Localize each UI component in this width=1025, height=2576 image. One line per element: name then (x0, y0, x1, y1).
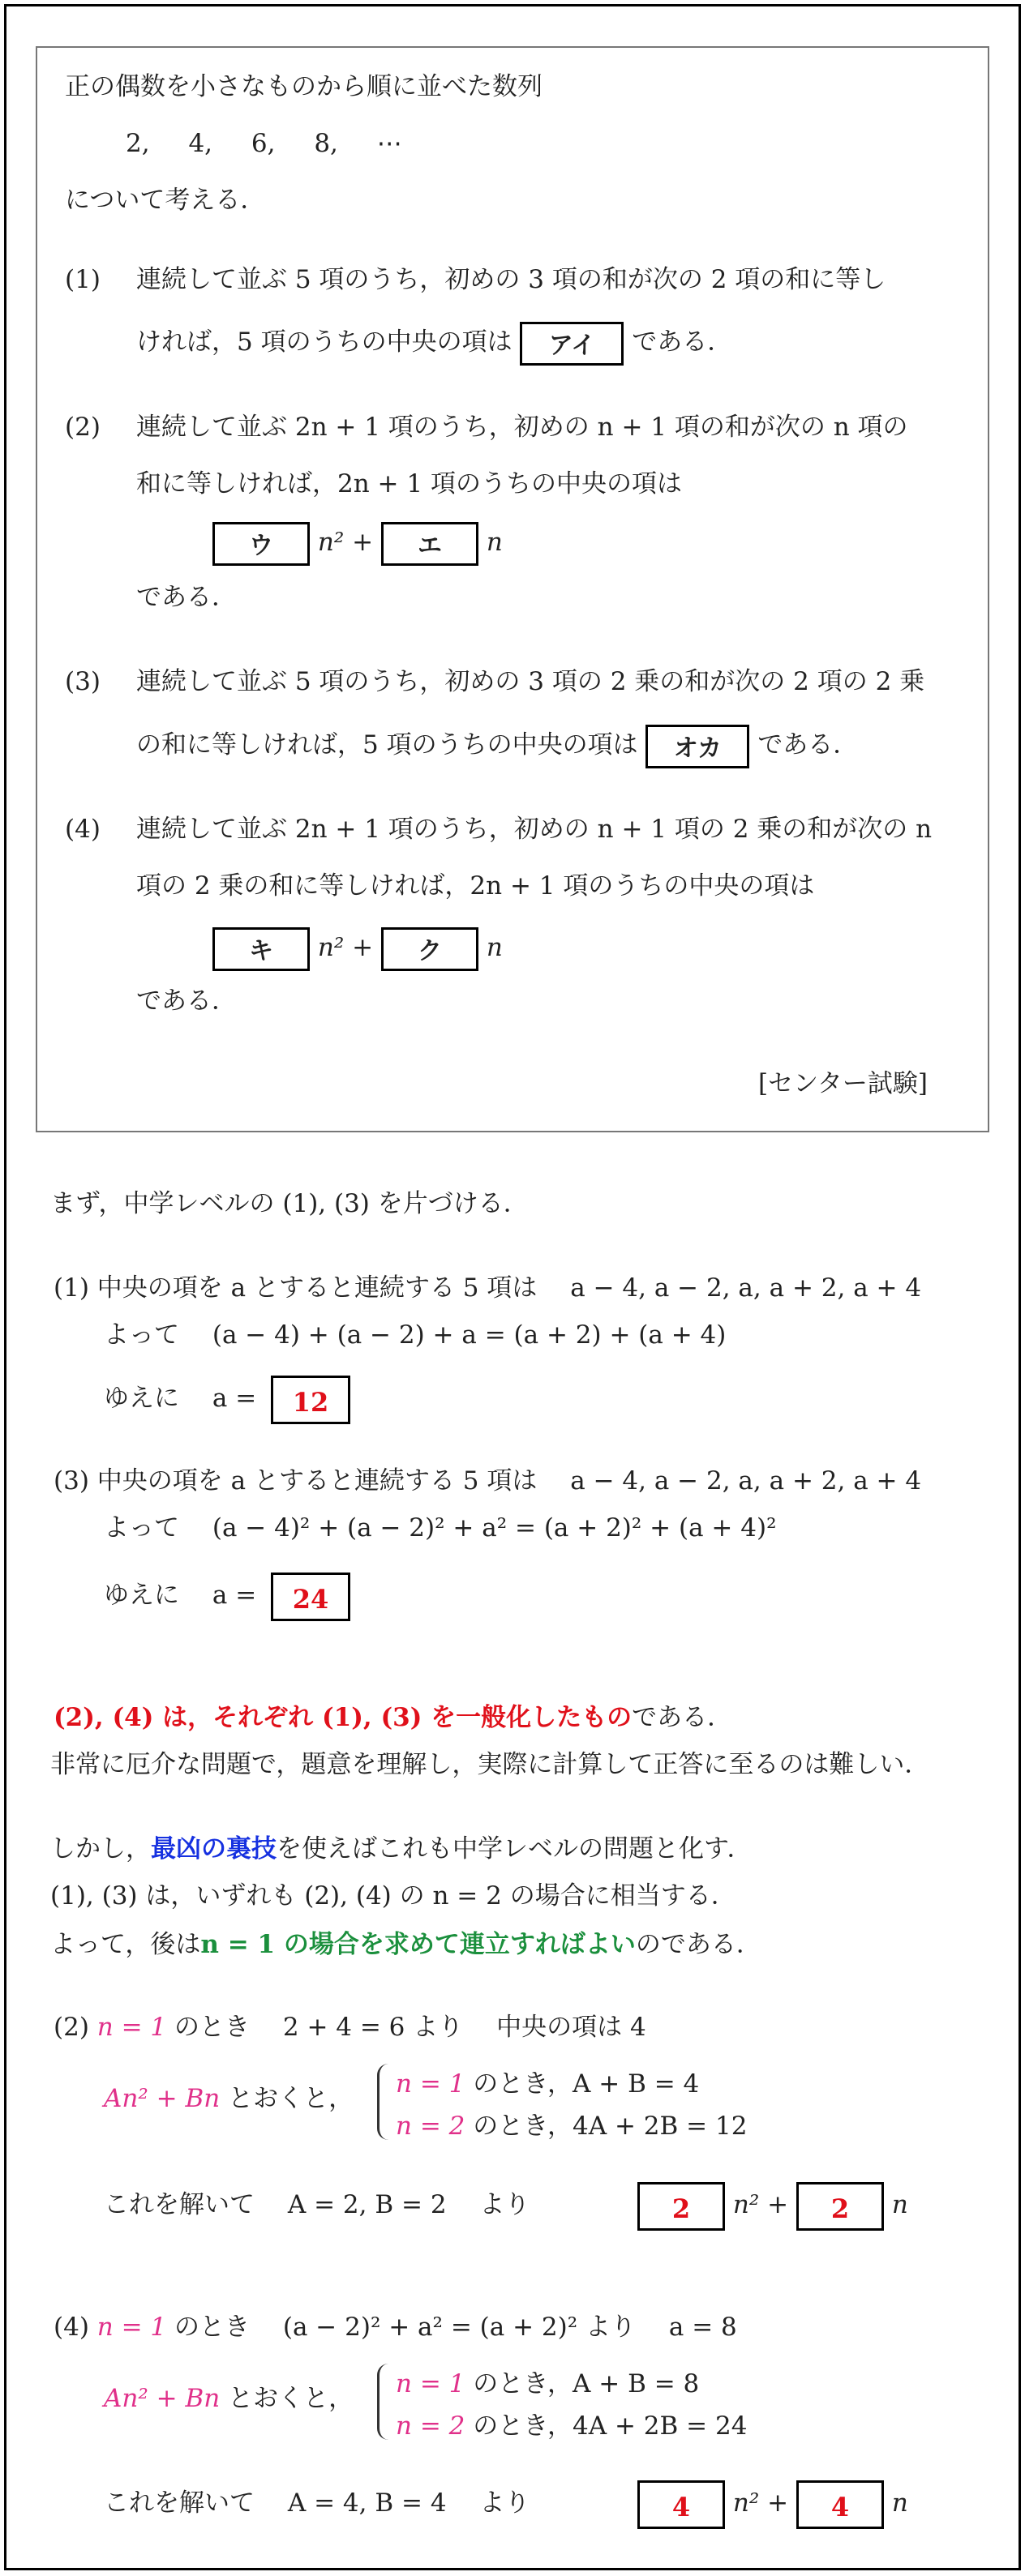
seq-term: 4, (188, 129, 213, 158)
s2-cond-n: n = 1 (96, 2013, 167, 2042)
s4-case2-text: のとき，4A + 2B = 24 (473, 2411, 748, 2441)
solution-intro: まず，中学レベルの (1), (3) を片づける． (50, 1189, 529, 1218)
remark-generalization (54, 1705, 732, 1731)
s4-setup-expr: An² + Bn (104, 2384, 221, 2413)
s2-case1-n: n = 1 (396, 2069, 465, 2099)
answer-4a: 4 (637, 2480, 725, 2529)
q2-number: (2) (65, 413, 101, 442)
s2-setup-expr: An² + Bn (104, 2084, 221, 2113)
s2-case1 (396, 2069, 700, 2099)
s4-case1-n: n = 1 (396, 2369, 465, 2398)
trick3-pre: よって，後は (50, 1930, 201, 1959)
q2-formula (212, 519, 503, 566)
trick3-post: のである． (635, 1930, 761, 1959)
trick-line3 (50, 1932, 761, 1958)
trick-post: を使えばこれも中学レベルの問題と化す． (277, 1834, 753, 1864)
q2-line2: 和に等しければ，2n + 1 項のうちの中央の項は (136, 469, 682, 499)
seq-term: 6, (251, 129, 276, 158)
answer-box-ai: アイ (520, 322, 624, 366)
s4-case1 (396, 2369, 700, 2398)
q4-mid: n² + (317, 933, 374, 962)
answer-box-ki: キ (212, 927, 310, 971)
s2-solve (104, 2180, 530, 2229)
s2-setup-text: とおくと， (228, 2084, 354, 2113)
seq-term: ⋯ (376, 129, 402, 158)
s2-cond-text: のとき 2 + 4 = 6 より 中央の項は 4 (174, 2013, 646, 2042)
q1-line1: 連続して並ぶ 5 項のうち，初めの 3 項の和が次の 2 項の和に等し (136, 265, 886, 294)
q2-line1: 連続して並ぶ 2n + 1 項のうち，初めの n + 1 項の和が次の n 項の (136, 413, 908, 442)
s3-line3 (104, 1571, 350, 1621)
q4-formula (212, 924, 503, 971)
s1-line2: よって (a − 4) + (a − 2) + a = (a + 2) + (a + 4) (104, 1320, 727, 1350)
s4-setup (104, 2386, 354, 2411)
q4-line1: 連続して並ぶ 2n + 1 項のうち，初めの n + 1 項の 2 乗の和が次の n (136, 815, 933, 844)
answer-4b: 4 (796, 2480, 884, 2529)
s4-brace (377, 2364, 394, 2440)
s2-case1-text: のとき，A + B = 4 (473, 2069, 700, 2099)
s3-line1: (3) 中央の項を a とすると連続する 5 項は a − 4, a − 2, a, a + 2, a + 4 (54, 1466, 922, 1496)
q4-number: (4) (65, 815, 101, 844)
s2-tail: n (891, 2190, 908, 2219)
q4-line4: である． (136, 986, 237, 1016)
s4-mid: n² + (732, 2488, 789, 2518)
source-label: [センター試験] (758, 1069, 928, 1098)
s1-line1: (1) 中央の項を a とすると連続する 5 項は a − 4, a − 2, a, a + 2, a + 4 (54, 1273, 922, 1303)
answer-12: 12 (271, 1376, 350, 1424)
seq-term: 8, (314, 129, 338, 158)
s2-cond (54, 2015, 646, 2040)
s4-case1-text: のとき，A + B = 8 (473, 2369, 700, 2398)
answer-24: 24 (271, 1573, 350, 1621)
problem-intro: 正の偶数を小さなものから順に並べた数列 (65, 72, 543, 101)
q3-text-tail: である． (757, 730, 859, 760)
q3-text: の和に等しければ，5 項のうちの中央の項は (136, 730, 638, 760)
s2-case2 (396, 2114, 747, 2139)
s2-answer (637, 2180, 908, 2231)
answer-box-ku: ク (381, 927, 478, 971)
q3-line2 (136, 721, 858, 768)
trick-pre: しかし， (50, 1834, 151, 1864)
problem-intro-2: について考える． (65, 186, 266, 215)
s4-solve (104, 2479, 530, 2527)
remark-difficulty: 非常に厄介な問題で，題意を理解し，実際に計算して正答に至るのは難しい． (50, 1750, 930, 1779)
s4-cond-text: のとき (a − 2)² + a² = (a + 2)² より a = 8 (174, 2313, 737, 2342)
answer-box-oka: オカ (645, 725, 749, 768)
seq-term: 2, (126, 129, 150, 158)
q1-line2 (136, 319, 732, 366)
s4-label: (4) (54, 2313, 89, 2342)
trick-highlight: 最凶の裏技 (151, 1834, 277, 1864)
q2-mid: n² + (317, 528, 374, 557)
s3-label: ゆえに a = (104, 1581, 257, 1610)
trick-line1 (50, 1834, 753, 1864)
s4-solve-text: これを解いて A = 4, B = 4 より (104, 2488, 530, 2518)
s2-solve-text: これを解いて A = 2, B = 2 より (104, 2190, 530, 2219)
remark-tail: である． (632, 1703, 733, 1732)
q3-line1: 連続して並ぶ 5 項のうち，初めの 3 項の 2 乗の和が次の 2 項の 2 乗 (136, 667, 925, 696)
q1-text: ければ，5 項のうちの中央の項は (136, 327, 512, 357)
s2-brace (377, 2064, 394, 2140)
s2-case2-text: のとき，4A + 2B = 12 (473, 2112, 748, 2141)
s4-cond-n: n = 1 (96, 2313, 167, 2342)
s2-mid: n² + (732, 2190, 789, 2219)
q4-tail: n (486, 933, 503, 962)
q1-text-tail: である． (632, 327, 733, 357)
answer-box-u: ウ (212, 522, 310, 566)
q2-line4: である． (136, 583, 237, 612)
q1-number: (1) (65, 265, 101, 294)
answer-box-e: エ (381, 522, 478, 566)
q4-line2: 項の 2 乗の和に等しければ，2n + 1 項のうちの中央の項は (136, 871, 815, 901)
s1-line3 (104, 1374, 350, 1424)
s4-case2-n: n = 2 (396, 2411, 465, 2441)
s4-cond (54, 2315, 737, 2340)
trick-line2: (1), (3) は，いずれも (2), (4) の n = 2 の場合に相当する． (50, 1881, 736, 1911)
s3-line2: よって (a − 4)² + (a − 2)² + a² = (a + 2)² + (a + 4)² (104, 1513, 777, 1543)
answer-2b: 2 (796, 2182, 884, 2231)
answer-2a: 2 (637, 2182, 725, 2231)
q3-number: (3) (65, 667, 101, 696)
trick3-highlight: n = 1 の場合を求めて連立すればよい (200, 1930, 636, 1959)
q2-tail: n (486, 528, 503, 557)
s1-label: ゆえに a = (104, 1384, 257, 1413)
s4-answer (637, 2479, 908, 2529)
s2-setup (104, 2086, 354, 2112)
s4-case2 (396, 2411, 748, 2441)
s2-label: (2) (54, 2013, 89, 2042)
remark-highlight: (2), (4) は，それぞれ (1), (3) を一般化したもの (54, 1703, 633, 1732)
sequence (126, 131, 402, 156)
s4-setup-text: とおくと， (228, 2384, 354, 2413)
s4-tail: n (891, 2488, 908, 2518)
s2-case2-n: n = 2 (396, 2112, 465, 2141)
